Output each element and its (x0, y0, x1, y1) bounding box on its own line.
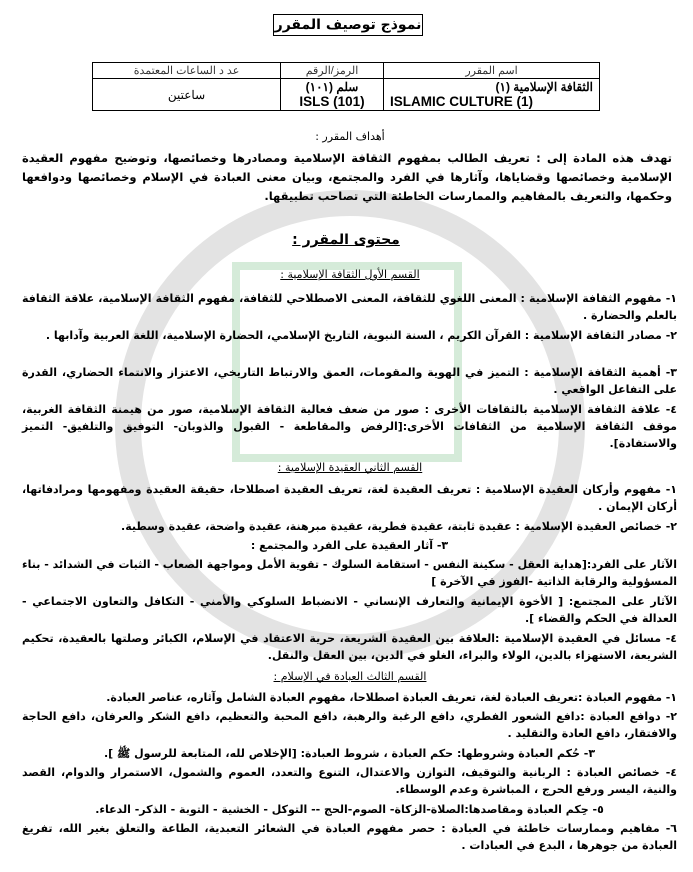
list-item: ٣- آثار العقيدة على الفرد والمجتمع : (250, 539, 449, 552)
course-table-value-row (93, 79, 600, 111)
list-item: ٦- مفاهيم وممارسات خاطئة في العبادة : حصر مفهوم العبادة في الشعائر التعبدية، الطاعة والتعلق بغير الله، تفريغ العبادة من جوهرها ، البدع في العبادات . (22, 822, 677, 852)
list-item: ١- مفهوم الثقافة الإسلامية : المعنى اللغوي للثقافة، المعنى الاصطلاحي للثقافة، مفهوم الثقافة الإسلامية، علاقة الثقافة بالعلم والحضارة . (22, 292, 677, 322)
goals-text: تهدف هذه المادة إلى : تعريف الطالب بمفهوم الثقافة الإسلامية ومصادرها وخصائصها، وتوضيح مفهوم العقيدة الإسلامية وخصائصها وقضاياها، وآثارها في الفرد والمجتمع، وبيان معنى العبادة في الإسلام وخصائصها ودوافعها وحكمها، والتعريف بالمفاهيم والممارسات الخاطئة التي تصاحب تطبيقها. (22, 151, 672, 203)
list-item: ٤- مسائل في العقيدة الإسلامية :العلاقة بين العقيدة الشريعة، حرية الاعتقاد في الإسلام، الكبائر وصلتها بالعقيدة، تحكيم الشريعة، الاستهزاء بالدين، الولاء والبراء، الغلو في الدين، بين العقل والنقل. (22, 632, 677, 662)
list-item: ١- مفهوم وأركان العقيدة الإسلامية : تعريف العقيدة لغة، تعريف العقيدة اصطلاحا، حقيقة العقيدة ومفهومها ومرادفاتها، أركان الإيمان . (22, 483, 677, 513)
course-info-table (92, 62, 600, 111)
list-item: ٤- علاقة الثقافة الإسلامية بالثقافات الأخرى : صور من ضعف فعالية الثقافة الإسلامية، صور من هيمنة الثقافة الغربية، موقف الثقافة الإسلامية من الثقافات الأخرى:[الرفض والمقاطعة - القبول والذوبان- التوفيق والتلفيق- التميز والاستفادة]. (22, 403, 677, 450)
content-title: محتوى المقرر : (292, 232, 400, 248)
course-table-header-row (93, 63, 600, 79)
course-name-en: ISLAMIC CULTURE (1) (390, 94, 533, 109)
list-item: ٢- دوافع العبادة :دافع الشعور الفطري، دافع الرغبة والرهبة، دافع المحبة والتعظيم، دافع الشكر والعرفان، دافع الحاجة والافتقار، دافع العادة والتقليد . (22, 710, 677, 740)
section-heading-creed: القسم الثاني العقيدة الإسلامية : (277, 461, 423, 474)
list-item: ٢- خصائص العقيدة الإسلامية : عقيدة ثابتة، عقيدة فطرية، عقيدة مبرهنة، عقيدة واضحة، عقيدة وسطية. (121, 520, 677, 533)
page-title: نموذج توصيف المقرر (273, 14, 423, 36)
list-item: الآثار على المجتمع: [ الأخوة الإيمانية والتعارف الإنساني - الانضباط السلوكي والأمني - التكافل والتعاون الاجتماعي - العدالة في الحكم والقضاء ]. (22, 595, 677, 625)
name-header: اسم المقرر (384, 63, 600, 79)
hours-header: عد د الساعات المعتمدة (93, 63, 281, 79)
section-heading-culture: القسم الأول الثقافة الإسلامية : (280, 268, 420, 281)
list-item: ٣- أهمية الثقافة الإسلامية : التميز في الهوية والمقومات، العمق والارتباط التاريخي، الاعتزاز والانتماء الحضاري، القدرة على التفاعل الواقعي . (22, 366, 677, 396)
list-item: ٥- حِكم العبادة ومقاصدها:الصلاة-الزكاة- الصوم-الحج -- التوكل - الخشية - التوبة - الذكر- الدعاء. (95, 803, 604, 816)
course-code-ar: سلم (١٠١) (305, 80, 359, 94)
course-name-ar: الثقافة الإسلامية (١) (495, 80, 593, 94)
course-name-cell (384, 79, 600, 111)
credit-hours-value: ساعتين (93, 79, 281, 111)
course-code-cell (281, 79, 384, 111)
list-item: ٣- حُكم العبادة وشروطها: حكم العبادة ، شروط العبادة: [الإخلاص لله، المتابعة للرسول ﷺ ]. (103, 747, 596, 760)
list-item: الآثار على الفرد:[هداية العقل - سكينة النفس - استقامة السلوك - تقوية الأمل ومواجهة الصعاب - الثبات في الشدائد - بناء المسؤولية والرقابة الذاتية -الفوز في الآخرة ] (22, 558, 677, 588)
list-item: ٢- مصادر الثقافة الإسلامية : القرآن الكريم ، السنة النبوية، التاريخ الإسلامي، الحضارة الإسلامية، اللغة العربية وآدابها . (45, 329, 677, 342)
code-header: الرمز/الرقم (281, 63, 384, 79)
course-code-en: ISLS (101) (299, 94, 365, 109)
list-item: ١- مفهوم العبادة :تعريف العبادة لغة، تعريف العبادة اصطلاحا، مفهوم العبادة الشامل وآثاره، عناصر العبادة. (106, 691, 677, 704)
section-heading-worship: القسم الثالث العبادة في الإسلام : (273, 670, 427, 683)
list-item: ٤- خصائص العبادة : الربانية والتوقيف، التوازن والاعتدال، التنوع والتعدد، العموم والشمول، الاستمرار والدوام، القصد والنية، اليسر ورفع الحرج ، المباشرة وعدم الوسطاء. (22, 766, 677, 796)
goals-label: أهداف المقرر : (315, 130, 385, 143)
